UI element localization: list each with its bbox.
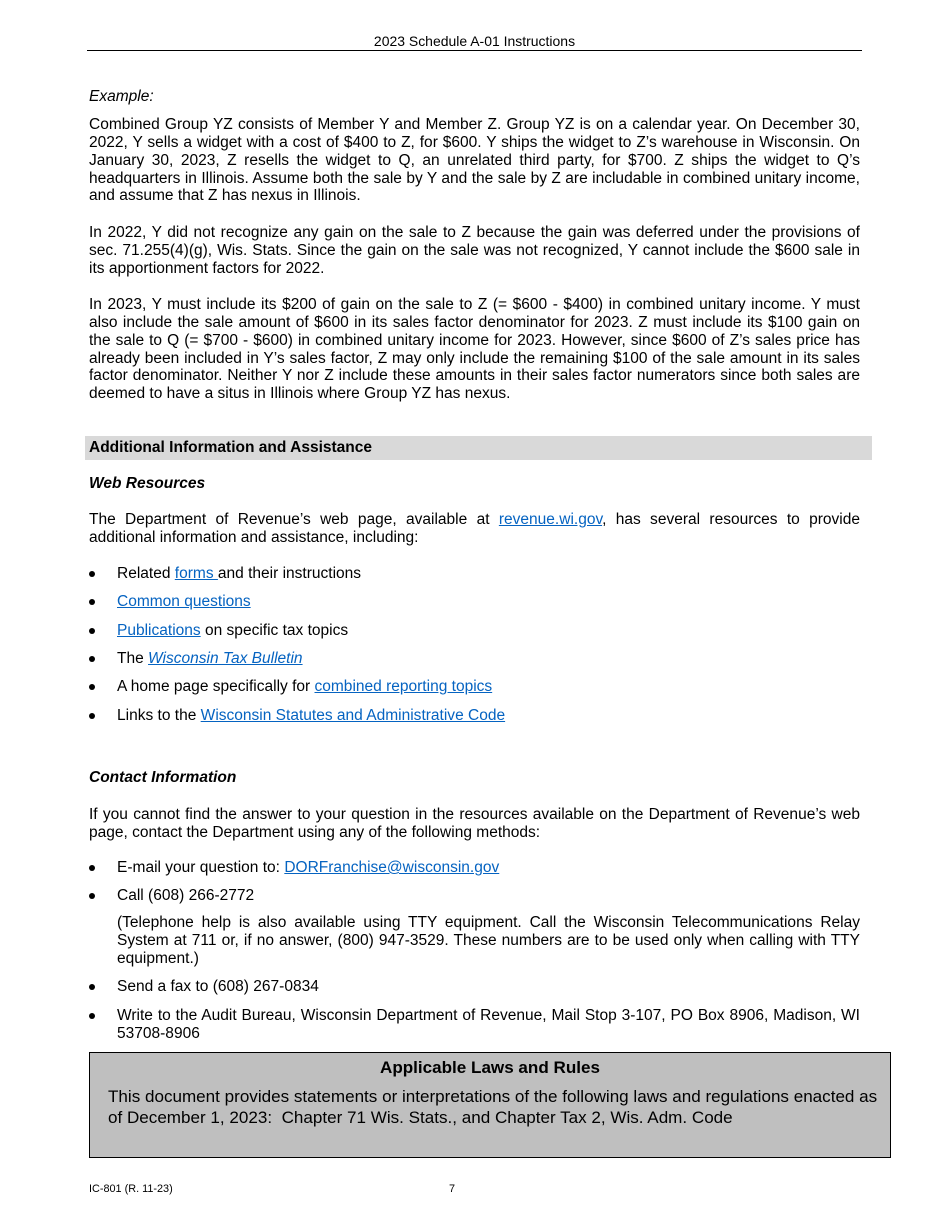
applicable-laws-box [89, 1052, 891, 1158]
header-title: 2023 Schedule A-01 Instructions [373, 33, 576, 49]
item-text: and their instructions [217, 565, 362, 582]
bullet-icon [89, 984, 95, 990]
combined-reporting-link[interactable]: combined reporting topics [314, 678, 493, 696]
list-item-publications [89, 622, 860, 640]
item-text: Write to the Audit Bureau, Wisconsin Department of Revenue, Mail Stop 3-107, PO Box 8906, Madison, WI 53708-8906 [117, 1006, 860, 1042]
footer-form-id: IC-801 (R. 11-23) [89, 1183, 173, 1195]
bullet-icon [89, 893, 95, 899]
laws-box-title: Applicable Laws and Rules [380, 1058, 600, 1077]
bullet-icon [89, 684, 95, 690]
footer-page-number: 7 [449, 1183, 456, 1195]
list-item-combined-reporting [89, 678, 860, 696]
web-intro-text-before: The Department of Revenue’s web page, available at [89, 511, 499, 528]
bullet-icon [89, 1013, 95, 1019]
tax-bulletin-link[interactable]: Wisconsin Tax Bulletin [148, 650, 303, 668]
example-paragraph-2: In 2022, Y did not recognize any gain on the sale to Z because the gain was deferred under the provisions of sec. 71.255(4)(g), Wis. Stats. Since the gain on the sale was not recognized, Y cannot include the $600 sale in its apportionment factors for 2022. [89, 224, 860, 277]
item-text: on specific tax topics [200, 621, 349, 639]
example-paragraph-3: In 2023, Y must include its $200 of gain on the sale to Z (= $600 - $400) in combined unitary income. Y must also include the sale amount of $600 in its sales factor denominator for 2023. Z must include its $100 gain on the sale to Q (= $700 - $600) in combined unitary income for 2023. However, since $600 of Z’s sales price has already been included in Y’s sales factor, Z may only include the remaining $100 of the sale amount in its sales factor denominator. Neither Y nor Z include these amounts in their sales factor numerators since both sales are deemed to have a situs in Illinois where Group YZ has nexus. [89, 296, 860, 403]
list-item-mail [89, 1007, 860, 1043]
common-questions-link[interactable]: Common questions [117, 593, 251, 611]
section-heading-bar [85, 436, 872, 460]
revenue-website-link[interactable]: revenue.wi.gov [498, 511, 603, 528]
page-header [87, 32, 862, 51]
item-text: Call (608) 266-2772 [117, 887, 255, 905]
statutes-link[interactable]: Wisconsin Statutes and Administrative Code [200, 706, 506, 724]
web-resources-list [89, 565, 860, 735]
example-label: Example: [89, 88, 154, 105]
list-item-common-questions [89, 593, 860, 611]
section-heading: Additional Information and Assistance [89, 439, 373, 456]
contact-heading: Contact Information [89, 769, 237, 786]
list-item-forms [89, 565, 860, 583]
bullet-icon [89, 628, 95, 634]
publications-link[interactable]: Publications [117, 621, 201, 639]
bullet-icon [89, 865, 95, 871]
tty-note: (Telephone help is also available using TTY equipment. Call the Wisconsin Telecommunications Relay System at 711 or, if no answer, (800) 947-3529. These numbers are to be used only when calling with TTY equipment.) [117, 914, 860, 968]
item-text: E-mail your question to: [117, 859, 285, 876]
list-item-statutes [89, 707, 860, 725]
list-item-fax [89, 978, 860, 996]
contact-methods-list [89, 859, 860, 1053]
example-paragraph-1: Combined Group YZ consists of Member Y and Member Z. Group YZ is on a calendar year. On December 30, 2022, Y sells a widget with a cost of $400 to Z, for $600. Y ships the widget to Z’s warehouse in Wisconsin. On January 30, 2023, Z resells the widget to Q, an unrelated third party, for $700. Z ships the widget to Q’s headquarters in Illinois. Assume both the sale by Y and the sale by Z are includable in combined unitary income, and assume that Z has nexus in Illinois. [89, 116, 860, 205]
laws-box-text: This document provides statements or interpretations of the following laws and regulations enacted as of December 1, 2023: Chapter 71 Wis. Stats., and Chapter Tax 2, Wis. Adm. Code [108, 1086, 882, 1127]
item-text: Links to the [117, 706, 201, 724]
web-resources-heading: Web Resources [89, 475, 206, 492]
web-intro-text-after: , has several resources to provide additional information and assistance, including: [89, 511, 860, 546]
web-resources-intro [89, 511, 860, 547]
bullet-icon [89, 599, 95, 605]
bullet-icon [89, 571, 95, 577]
email-link[interactable]: DORFranchise@wisconsin.gov [284, 859, 500, 876]
forms-link[interactable]: forms [174, 565, 218, 582]
item-text: Related [117, 565, 175, 582]
bullet-icon [89, 713, 95, 719]
list-item-email [89, 859, 860, 877]
item-text: The [117, 650, 149, 668]
item-text: A home page specifically for [117, 678, 315, 696]
list-item-phone [89, 887, 860, 968]
contact-intro: If you cannot find the answer to your question in the resources available on the Department of Revenue’s web page, contact the Department using any of the following methods: [89, 806, 860, 841]
item-text: Send a fax to (608) 267-0834 [117, 978, 319, 996]
bullet-icon [89, 656, 95, 662]
list-item-tax-bulletin [89, 650, 860, 668]
